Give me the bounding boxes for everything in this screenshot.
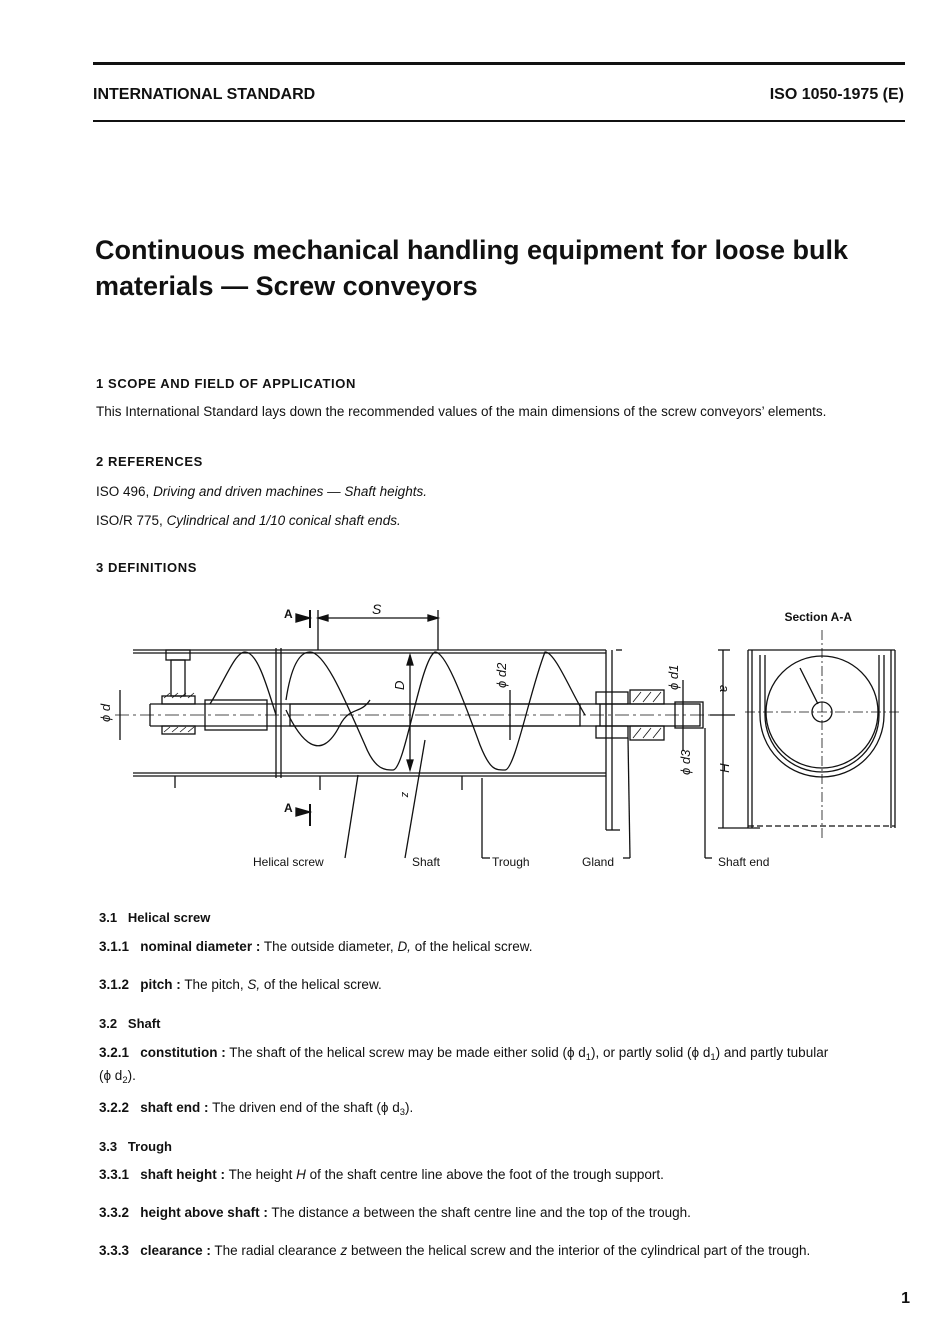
header-left: INTERNATIONAL STANDARD: [93, 86, 316, 103]
section-3-heading: 3 DEFINITIONS: [96, 560, 197, 575]
def-3-2-2-post: ).: [405, 1100, 414, 1115]
def-3-1-1-pre: The outside diameter,: [263, 939, 394, 954]
symbol-a-bottom: A: [284, 801, 293, 815]
section-a-a-drawing: [745, 630, 900, 840]
def-3-2-1-mid2: ) and partly tubular: [715, 1045, 829, 1060]
def-3-3-2: [99, 1205, 691, 1220]
symbol-d: ϕ d: [98, 703, 113, 722]
symbol-a: a: [717, 685, 732, 693]
def-3-2-1: [99, 1044, 909, 1090]
def-3-2-2-sub: 3: [399, 1107, 405, 1118]
symbol-a-top: A: [284, 607, 293, 621]
def-3-3-2-symbol: a: [352, 1205, 360, 1220]
def-3-2-2-term: shaft end :: [140, 1100, 209, 1115]
def-3-2-1-mid: ), or partly solid (ϕ d: [591, 1045, 711, 1060]
conveyor-drawing: [115, 610, 760, 858]
def-3-3-3: [99, 1243, 810, 1258]
def-3-1-1-term: nominal diameter :: [140, 939, 261, 954]
title-line-2: materials — Screw conveyors: [95, 271, 478, 301]
label-gland: Gland: [582, 855, 615, 869]
reference-1-title: Driving and driven machines — Shaft heights.: [153, 484, 427, 499]
def-3-3-1: [99, 1167, 664, 1182]
def-3-1-2-num: 3.1.2: [99, 977, 130, 992]
def-3-1-2-term: pitch :: [140, 977, 181, 992]
symbol-d2: ϕ d2: [494, 662, 509, 688]
reference-2: [96, 513, 401, 528]
def-3-2-num: 3.2: [99, 1016, 118, 1031]
def-3-2-2-num: 3.2.2: [99, 1100, 130, 1115]
def-3-3-1-num: 3.3.1: [99, 1167, 130, 1182]
title-line-1: Continuous mechanical handling equipment for loose bulk: [95, 235, 849, 265]
def-3-3-3-pre: The radial clearance: [214, 1243, 337, 1258]
def-3-1-2-symbol: S,: [247, 977, 261, 992]
label-trough: Trough: [492, 855, 530, 869]
def-3-1-num: 3.1: [99, 910, 118, 925]
def-3-1: [99, 910, 210, 925]
def-3-3: [99, 1139, 172, 1154]
def-3-2-2: [99, 1100, 413, 1118]
screw-conveyor-figure: [0, 595, 950, 880]
def-3-3-2-term: height above shaft :: [140, 1205, 268, 1220]
header-bottom-rule: [93, 120, 905, 122]
label-helical-screw: Helical screw: [253, 855, 324, 869]
def-3-3-2-pre: The distance: [271, 1205, 349, 1220]
def-3-1-1-post: of the helical screw.: [414, 939, 533, 954]
def-3-3-1-post: of the shaft centre line above the foot of the trough support.: [309, 1167, 664, 1182]
def-3-1-2-pre: The pitch,: [184, 977, 244, 992]
def-3-2-1-pre: The shaft of the helical screw may be made either solid (ϕ d: [229, 1045, 586, 1060]
reference-1-code: ISO 496,: [96, 484, 150, 499]
def-3-3-3-post: between the helical screw and the interior of the cylindrical part of the trough.: [350, 1243, 811, 1258]
def-3-2-1-num: 3.2.1: [99, 1045, 130, 1060]
symbol-z: z: [399, 792, 411, 798]
def-3-2-1-sub3: 2: [122, 1075, 128, 1086]
def-3-2-1-sub1: 1: [585, 1052, 592, 1063]
section-1-text: This International Standard lays down the recommended values of the main dimensions of the screw conveyors’ elements.: [96, 404, 827, 419]
section-1-heading: 1 SCOPE AND FIELD OF APPLICATION: [96, 376, 356, 391]
def-3-2-1-sub2: 1: [710, 1052, 716, 1063]
label-shaft-end: Shaft end: [718, 855, 770, 869]
header-top-rule: [93, 62, 905, 65]
def-3-1-1: [99, 939, 533, 954]
def-3-1-2: [99, 977, 382, 992]
def-3-2-1-line2a: (ϕ d: [99, 1068, 123, 1083]
page-number: 1: [901, 1290, 910, 1307]
reference-2-title: Cylindrical and 1/10 conical shaft ends.: [166, 513, 401, 528]
def-3-1-title: Helical screw: [127, 910, 211, 925]
symbol-d1: ϕ d1: [666, 664, 681, 690]
def-3-1-1-num: 3.1.1: [99, 939, 130, 954]
def-3-2-2-pre: The driven end of the shaft (ϕ d: [212, 1100, 400, 1115]
def-3-3-3-symbol: z: [340, 1243, 348, 1258]
def-3-3-3-num: 3.3.3: [99, 1243, 130, 1258]
symbol-h: H: [717, 763, 732, 773]
def-3-2: [99, 1016, 160, 1031]
def-3-3-num: 3.3: [99, 1139, 118, 1154]
reference-2-code: ISO/R 775,: [96, 513, 163, 528]
def-3-3-title: Trough: [127, 1139, 172, 1154]
symbol-s: S: [372, 601, 382, 617]
def-3-2-title: Shaft: [127, 1016, 161, 1031]
section-a-a-label: Section A-A: [784, 610, 852, 624]
label-shaft: Shaft: [412, 855, 441, 869]
def-3-1-2-post: of the helical screw.: [263, 977, 382, 992]
symbol-d3: ϕ d3: [678, 749, 693, 775]
def-3-2-1-line2b: ).: [127, 1068, 136, 1083]
header-right: ISO 1050-1975 (E): [769, 86, 904, 103]
def-3-2-1-term: constitution :: [140, 1045, 226, 1060]
def-3-3-1-term: shaft height :: [140, 1167, 226, 1182]
def-3-3-3-term: clearance :: [140, 1243, 211, 1258]
section-2-heading: 2 REFERENCES: [96, 454, 203, 469]
def-3-3-1-pre: The height: [228, 1167, 293, 1182]
symbol-big-d: D: [392, 680, 407, 690]
def-3-1-1-symbol: D,: [397, 939, 411, 954]
def-3-3-1-symbol: H: [296, 1167, 306, 1182]
reference-1: [96, 484, 427, 499]
def-3-3-2-num: 3.3.2: [99, 1205, 130, 1220]
def-3-3-2-post: between the shaft centre line and the top of the trough.: [363, 1205, 691, 1220]
document-title: [95, 232, 895, 304]
